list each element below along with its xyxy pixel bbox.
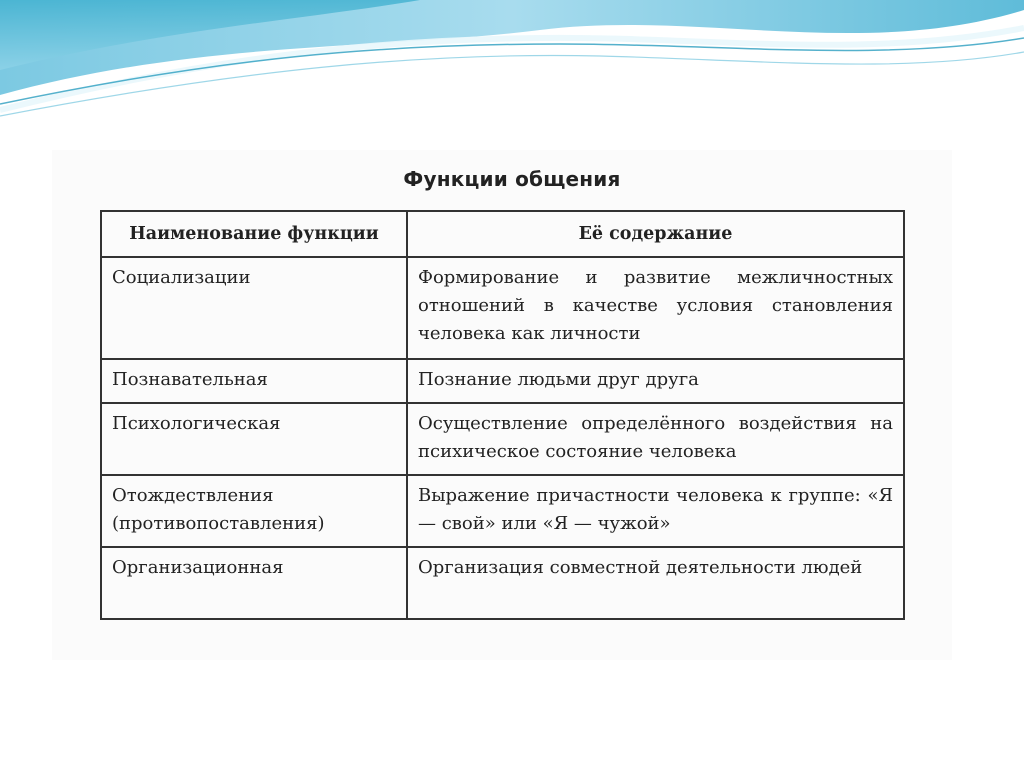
function-name-cell: Психологическая: [101, 403, 407, 475]
table-row: [101, 403, 904, 475]
slide-title: Функции общения: [403, 167, 621, 191]
function-name-cell: Организационная: [101, 547, 407, 619]
function-content-cell: Организация совместной деятельности людей: [407, 547, 904, 619]
table-row: [101, 257, 904, 359]
header-function-content: Её содержание: [407, 211, 904, 257]
functions-table: [100, 210, 905, 620]
function-name-cell: Отождествления (противопоставления): [101, 475, 407, 547]
table-row: [101, 547, 904, 619]
function-content-cell: Формирование и развитие межличностных отношений в качестве условия становления человека как личности: [407, 257, 904, 359]
table-row: [101, 359, 904, 403]
table-header-row: [101, 211, 904, 257]
function-content-cell: Познание людьми друг друга: [407, 359, 904, 403]
function-name-cell: Социализации: [101, 257, 407, 359]
table-row: [101, 475, 904, 547]
wave-header-decoration: [0, 0, 1024, 130]
function-name-cell: Познавательная: [101, 359, 407, 403]
function-content-cell: Выражение причастности человека к группе: «Я — свой» или «Я — чужой»: [407, 475, 904, 547]
function-content-cell: Осуществление определённого воздействия на психическое состояние человека: [407, 403, 904, 475]
header-function-name: Наименование функции: [101, 211, 407, 257]
